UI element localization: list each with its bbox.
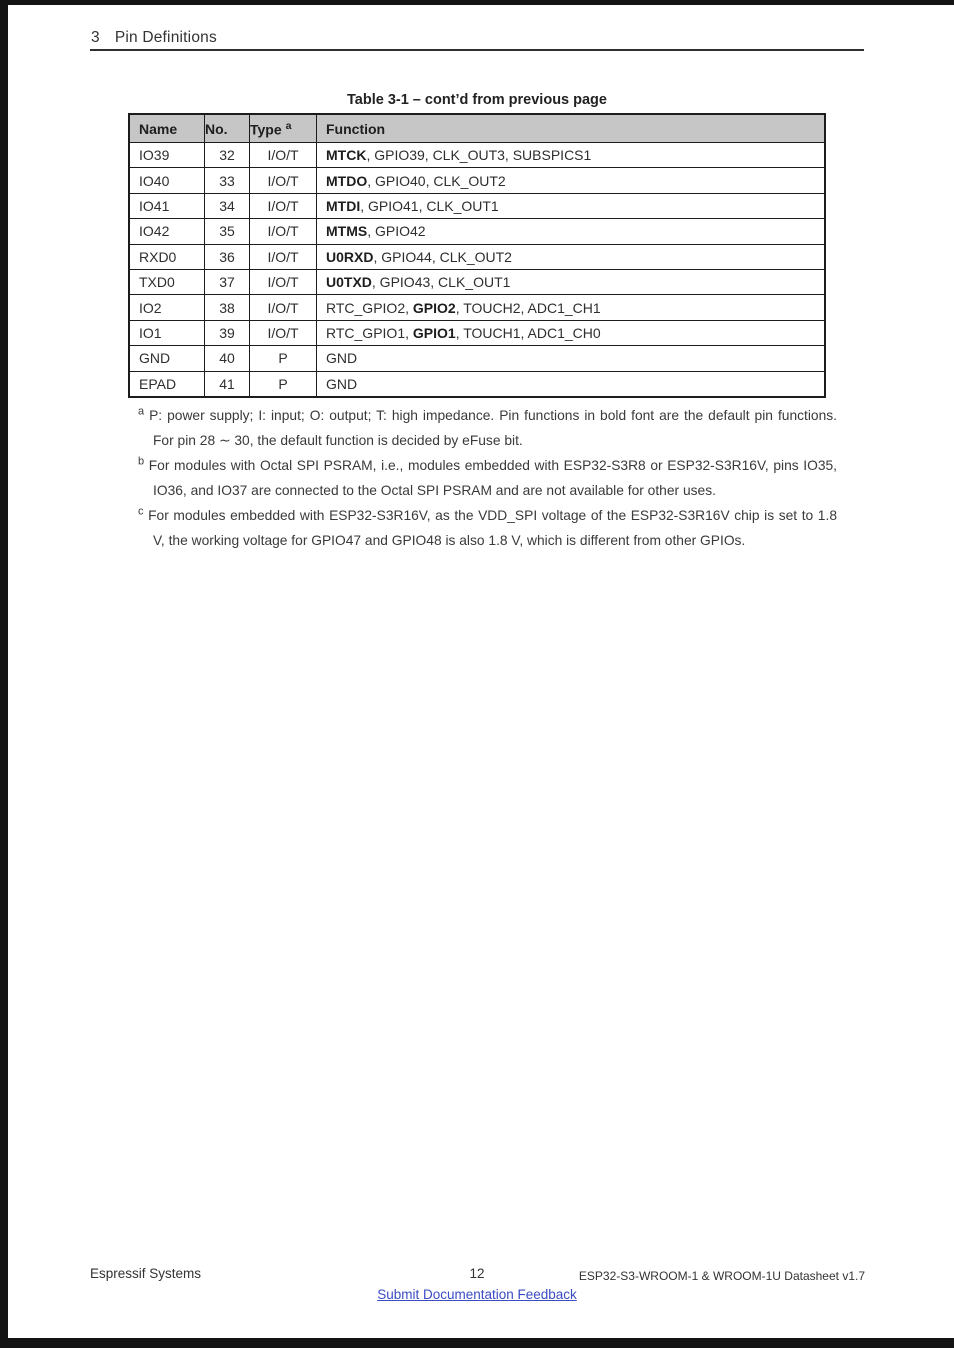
column-header-no: No. — [205, 114, 250, 143]
column-header-type-label: Type — [250, 121, 282, 138]
submit-documentation-feedback-link[interactable]: Submit Documentation Feedback — [377, 1287, 577, 1302]
pin-name-cell: RXD0 — [129, 244, 205, 269]
pin-function-cell: U0TXD, GPIO43, CLK_OUT1 — [317, 269, 826, 294]
pin-type-cell: I/O/T — [250, 244, 317, 269]
table-footnotes — [138, 403, 837, 553]
section-title: Pin Definitions — [114, 29, 217, 46]
column-header-function: Function — [317, 114, 826, 143]
pin-no-cell: 34 — [205, 193, 250, 218]
table-title: Table 3-1 – cont’d from previous page — [347, 92, 607, 108]
pin-name-cell: IO2 — [129, 295, 205, 320]
pin-type-cell: I/O/T — [250, 295, 317, 320]
pin-function-cell: GND — [317, 346, 826, 371]
footnote-c-marker: c — [138, 505, 144, 518]
pin-name-cell: IO39 — [129, 143, 205, 168]
pin-no-cell: 33 — [205, 168, 250, 193]
column-header-type — [250, 114, 317, 143]
table-header-row — [129, 114, 825, 143]
table-row — [129, 320, 825, 345]
pin-table-body — [129, 143, 825, 397]
page-border-bottom — [0, 1338, 954, 1348]
section-header — [91, 29, 217, 47]
page-border-left — [0, 0, 8, 1348]
pin-no-cell: 32 — [205, 143, 250, 168]
pin-type-cell: I/O/T — [250, 219, 317, 244]
footer-link-row — [0, 1287, 954, 1302]
page-border-top — [0, 0, 954, 5]
pin-function-cell: GND — [317, 371, 826, 397]
pin-name-cell: IO42 — [129, 219, 205, 244]
pin-name-cell: TXD0 — [129, 269, 205, 294]
footnote-a-text: P: power supply; I: input; O: output; T: high impedance. Pin functions in bold font are the default pin functions. For pin 28 ∼ 30, the default function is decided by eFuse bit. — [144, 408, 837, 448]
pin-no-cell: 36 — [205, 244, 250, 269]
footnote-c-text: For modules embedded with ESP32-S3R16V, as the VDD_SPI voltage of the ESP32-S3R16V chip is set to 1.8 V, the working voltage for GPIO47 and GPIO48 is also 1.8 V, which is different from other GPIOs. — [143, 508, 837, 548]
pin-no-cell: 38 — [205, 295, 250, 320]
footnote-c — [138, 503, 837, 553]
pin-function-cell: RTC_GPIO2, GPIO2, TOUCH2, ADC1_CH1 — [317, 295, 826, 320]
pin-type-cell: P — [250, 346, 317, 371]
pin-function-cell: MTDO, GPIO40, CLK_OUT2 — [317, 168, 826, 193]
pin-no-cell: 39 — [205, 320, 250, 345]
table-row — [129, 371, 825, 397]
pin-no-cell: 40 — [205, 346, 250, 371]
table-row — [129, 219, 825, 244]
footnote-a-marker: a — [138, 405, 145, 418]
footnote-b-text: For modules with Octal SPI PSRAM, i.e., modules embedded with ESP32-S3R8 or ESP32-S3R16V, pins IO35, IO36, and IO37 are connected to the Octal SPI PSRAM and are not available for other uses. — [144, 458, 837, 498]
header-rule — [90, 49, 864, 51]
pin-name-cell: IO40 — [129, 168, 205, 193]
pin-function-cell: RTC_GPIO1, GPIO1, TOUCH1, ADC1_CH0 — [317, 320, 826, 345]
footer-company: Espressif Systems — [90, 1266, 202, 1281]
pin-function-cell: U0RXD, GPIO44, CLK_OUT2 — [317, 244, 826, 269]
pin-name-cell: IO41 — [129, 193, 205, 218]
pin-name-cell: IO1 — [129, 320, 205, 345]
footnote-a — [138, 403, 837, 453]
footnote-b-marker: b — [138, 455, 145, 468]
pin-type-cell: I/O/T — [250, 143, 317, 168]
pin-name-cell: GND — [129, 346, 205, 371]
pin-no-cell: 35 — [205, 219, 250, 244]
pin-definitions-table — [128, 113, 826, 398]
pin-function-cell: MTCK, GPIO39, CLK_OUT3, SUBSPICS1 — [317, 143, 826, 168]
pin-no-cell: 41 — [205, 371, 250, 397]
pin-type-cell: I/O/T — [250, 320, 317, 345]
pin-type-cell: I/O/T — [250, 269, 317, 294]
pin-type-cell: P — [250, 371, 317, 397]
table-row — [129, 143, 825, 168]
table-row — [129, 346, 825, 371]
table-row — [129, 244, 825, 269]
section-number: 3 — [91, 29, 100, 46]
table-row — [129, 269, 825, 294]
column-header-type-footnote-ref: a — [285, 119, 292, 132]
pin-type-cell: I/O/T — [250, 168, 317, 193]
pin-name-cell: EPAD — [129, 371, 205, 397]
footnote-b — [138, 453, 837, 503]
footer-document-title: ESP32-S3-WROOM-1 & WROOM-1U Datasheet v1.7 — [578, 1269, 865, 1283]
table-row — [129, 168, 825, 193]
table-row — [129, 295, 825, 320]
footer-page-number: 12 — [469, 1266, 485, 1281]
pin-function-cell: MTDI, GPIO41, CLK_OUT1 — [317, 193, 826, 218]
pin-type-cell: I/O/T — [250, 193, 317, 218]
table-row — [129, 193, 825, 218]
column-header-name: Name — [129, 114, 205, 143]
pin-no-cell: 37 — [205, 269, 250, 294]
pin-function-cell: MTMS, GPIO42 — [317, 219, 826, 244]
